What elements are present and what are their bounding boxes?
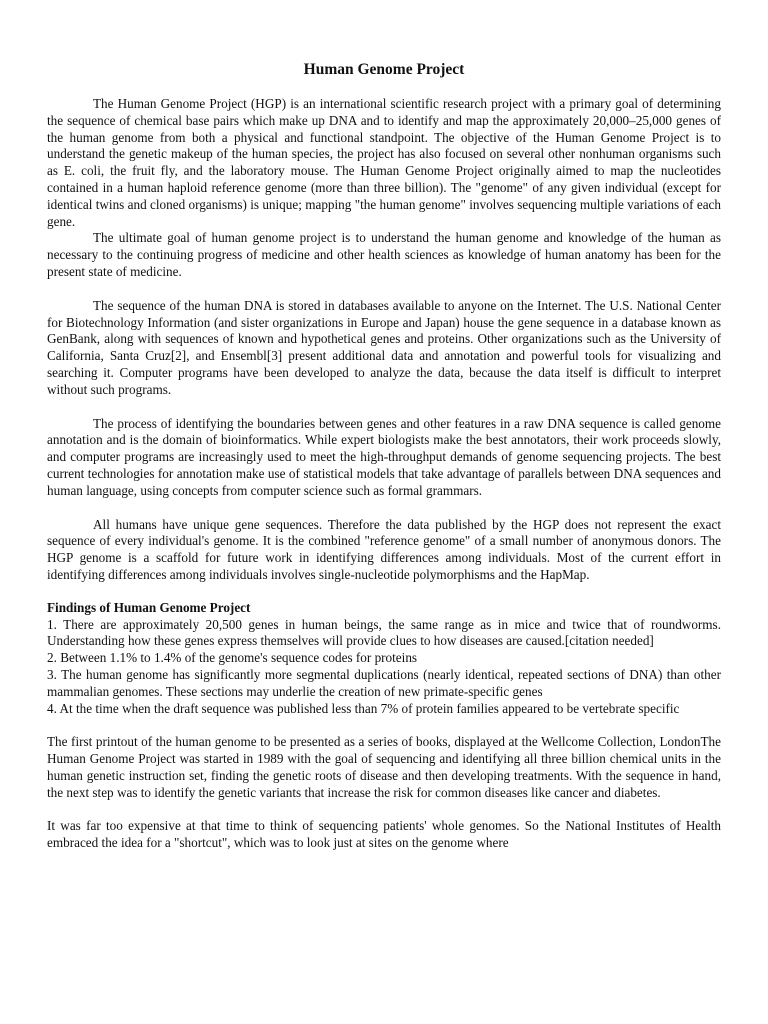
findings-list: [47, 617, 721, 718]
paragraph-first-printout: The first printout of the human genome to be presented as a series of books, displayed at the Wellcome Collection, LondonThe Human Genome Project was started in 1989 with the goal of sequencing and identifying all three billion chemical units in the human genetic instruction set, finding the genetic roots of disease and then developing treatments. With the sequence in hand, the next step was to identify the genetic variants that increase the risk for common diseases like cancer and diabetes.: [47, 734, 721, 800]
findings-item: 4. At the time when the draft sequence was published less than 7% of protein families appeared to be vertebrate specific: [47, 700, 680, 716]
paragraph-dna-databases: The sequence of the human DNA is stored in databases available to anyone on the Internet. The U.S. National Center for Biotechnology Information (and sister organizations in Europe and Japan) house the gene sequence in a database known as GenBank, along with sequences of known and hypothetical genes and proteins. Other organizations such as the University of California, Santa Cruz[2], and Ensembl[3] present additional data and annotation and powerful tools for visualizing and searching it. Computer programs have been developed to analyze the data, because the data itself is difficult to interpret without such programs.: [47, 297, 721, 397]
paragraph-ultimate-goal: The ultimate goal of human genome project is to understand the human genome and knowledge of the human as necessary to the continuing progress of medicine and other health sciences as knowledge of human anatomy has been for the present state of medicine.: [47, 230, 721, 279]
document-page: [47, 60, 721, 852]
findings-item: 1. There are approximately 20,500 genes in human beings, the same range as in mice and twice that of roundworms. Understanding how these genes express themselves will provide clues to how diseases are caused.[citation needed]: [47, 616, 721, 649]
findings-item: 3. The human genome has significantly more segmental duplications (nearly identical, repeated sections of DNA) than other mammalian genomes. These sections may underlie the creation of new primate-specific genes: [47, 666, 721, 699]
findings-item: 2. Between 1.1% to 1.4% of the genome's sequence codes for proteins: [47, 650, 418, 666]
findings-heading: Findings of Human Genome Project: [47, 599, 251, 615]
paragraph-genome-annotation: The process of identifying the boundaries between genes and other features in a raw DNA sequence is called genome annotation and is the domain of bioinformatics. While expert biologists make the best annotators, their work proceeds slowly, and computer programs are increasingly used to meet the high-throughput demands of genome sequencing projects. The best current technologies for annotation make use of statistical models that take advantage of parallels between DNA sequences and human language, using concepts from computer science such as formal grammars.: [47, 415, 721, 498]
paragraph-intro: The Human Genome Project (HGP) is an international scientific research project with a primary goal of determining the sequence of chemical base pairs which make up DNA and to identify and map the approximately 20,000–25,000 genes of the human genome from both a physical and functional standpoint. The objective of the Human Genome Project is to understand the genetic makeup of the human species, the project has also focused on several other nonhuman organisms such as E. coli, the fruit fly, and the laboratory mouse. The Human Genome Project originally aimed to map the nucleotides contained in a human haploid reference genome (more than three billion). The "genome" of any given individual (except for identical twins and cloned organisms) is unique; mapping "the human genome" involves sequencing multiple variations of each gene.: [47, 96, 721, 229]
document-title: Human Genome Project: [303, 61, 465, 78]
paragraph-unique-sequences: All humans have unique gene sequences. Therefore the data published by the HGP does not represent the exact sequence of every individual's genome. It is the combined "reference genome" of a small number of anonymous donors. The HGP genome is a scaffold for future work in identifying differences among individuals. Most of the current effort in identifying differences among individuals involves single-nucleotide polymorphisms and the HapMap.: [47, 516, 721, 582]
paragraph-sequencing-cost: It was far too expensive at that time to think of sequencing patients' whole genomes. So the National Institutes of Health embraced the idea for a "shortcut", which was to look just at sites on the genome where: [47, 818, 721, 851]
